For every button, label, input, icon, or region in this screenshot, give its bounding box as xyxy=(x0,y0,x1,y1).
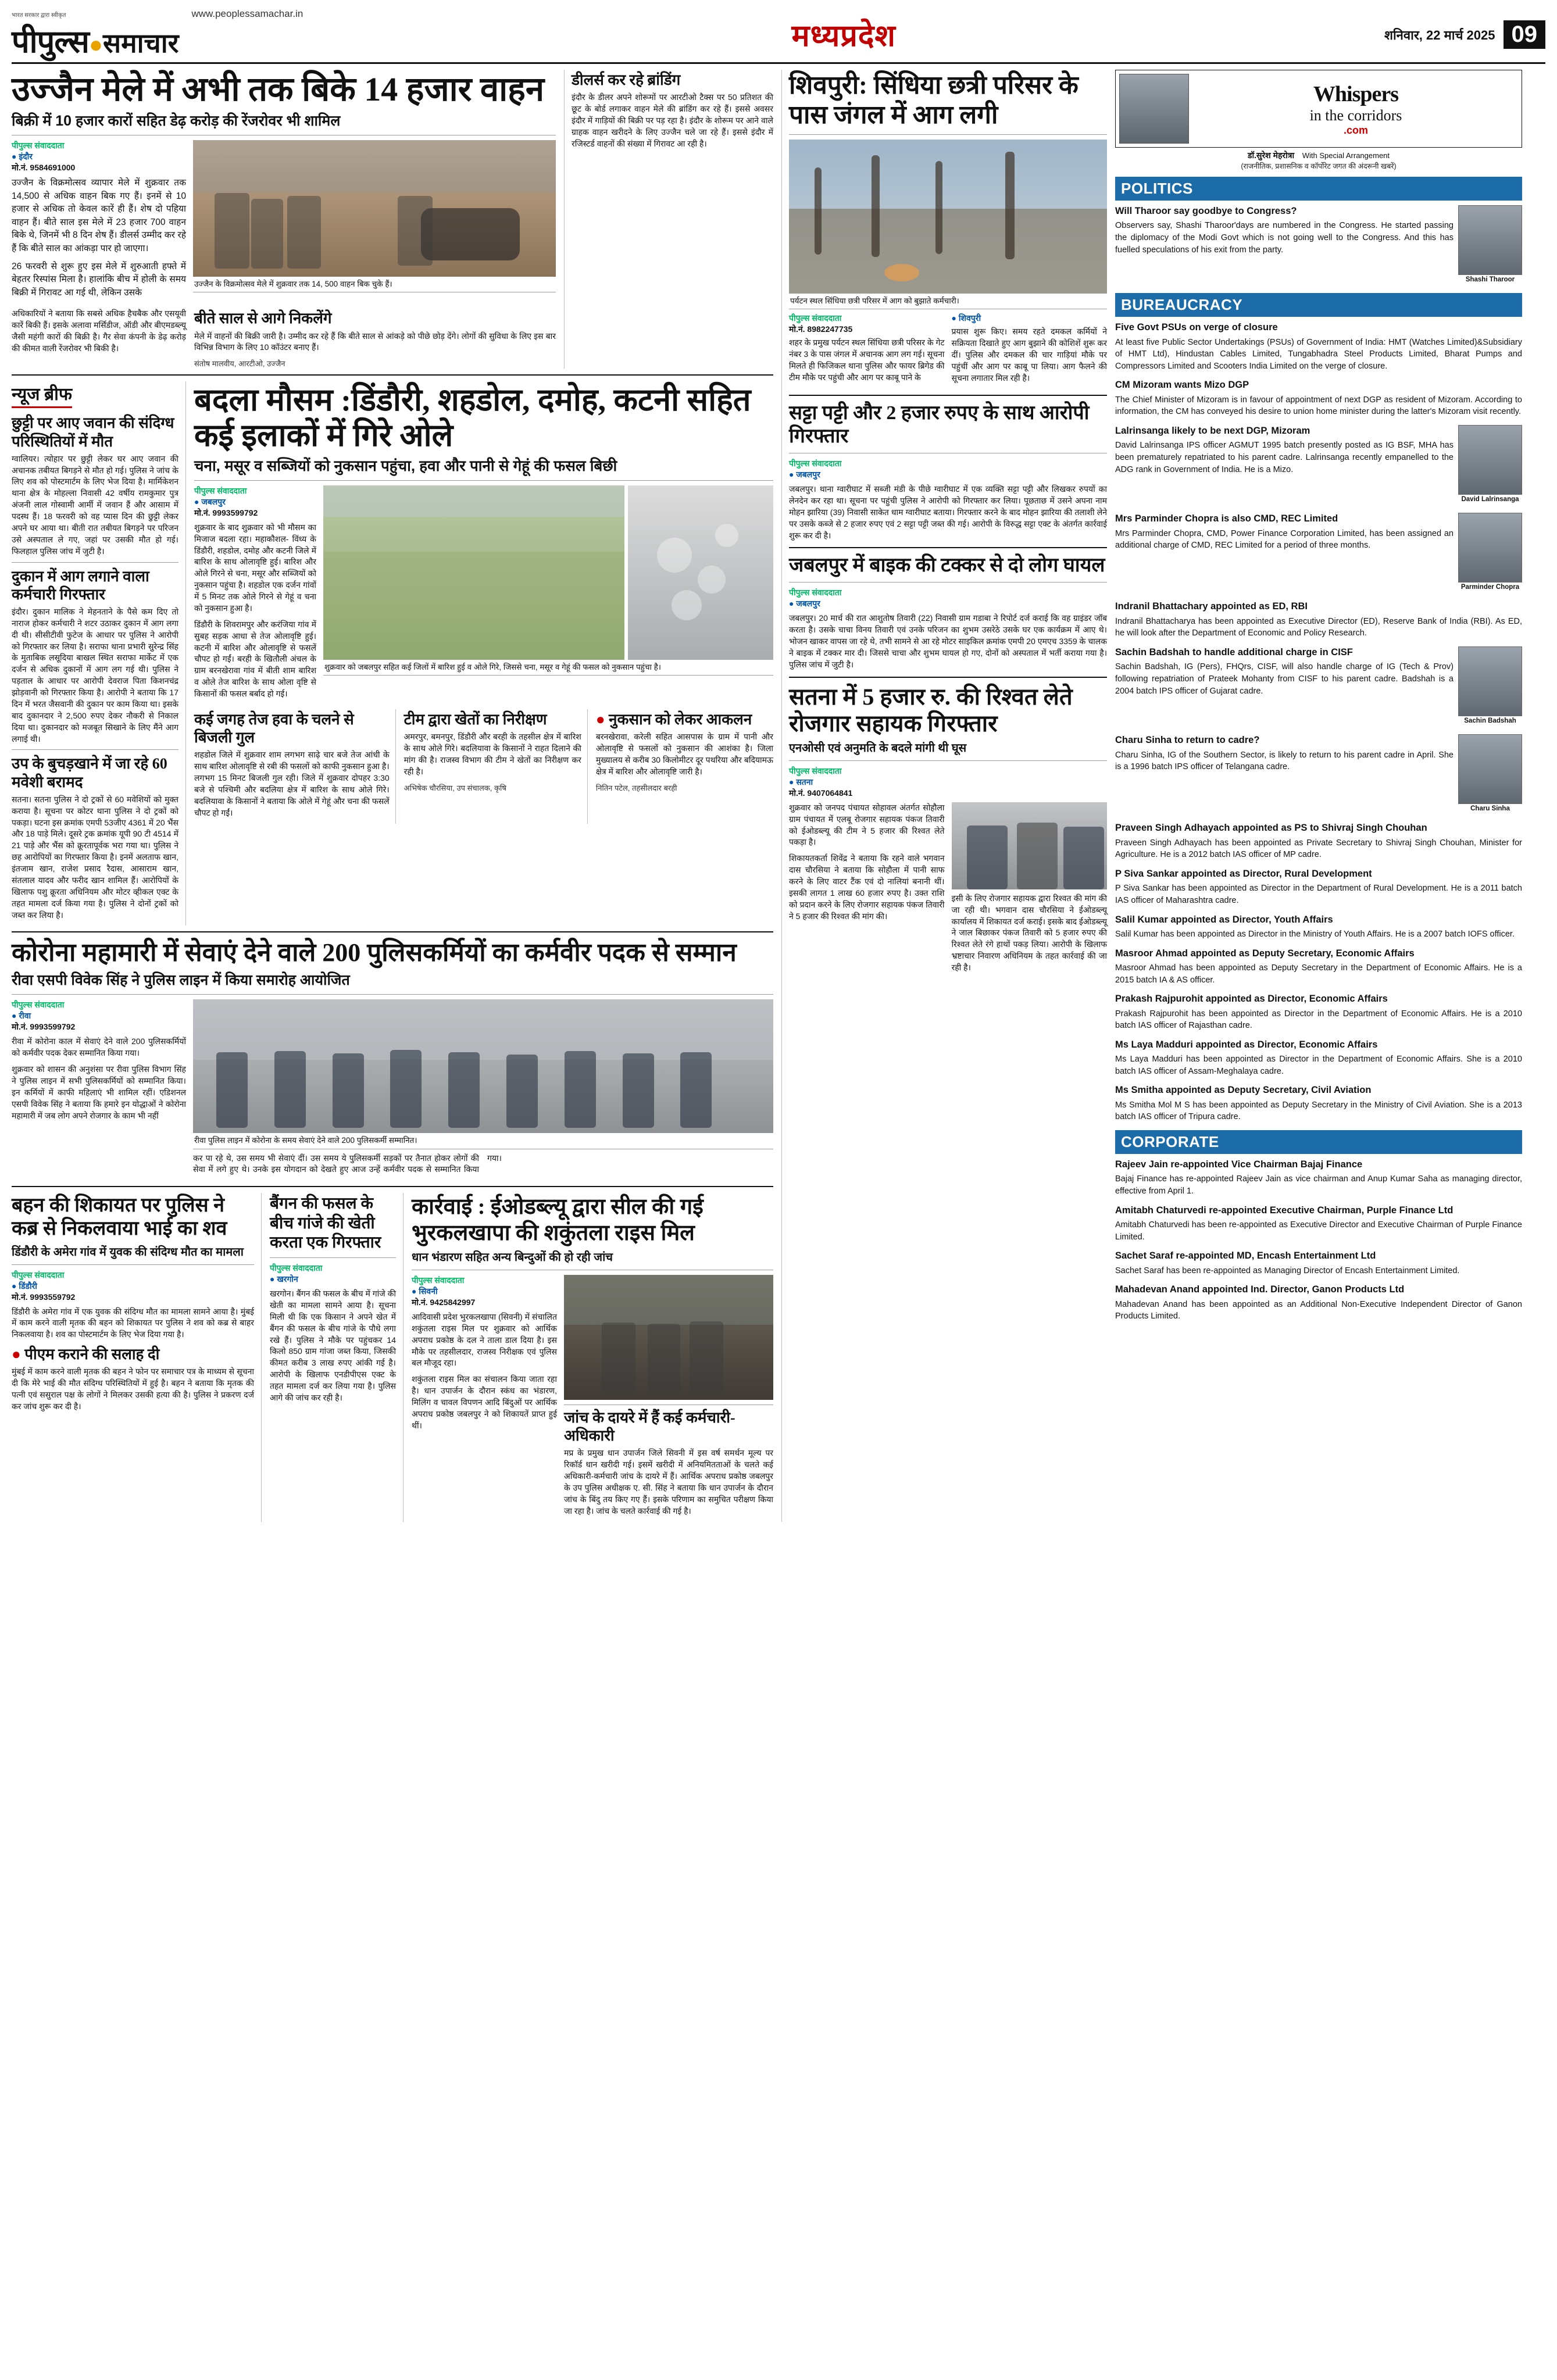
publication-date: शनिवार, 22 मार्च 2025 xyxy=(1384,27,1495,42)
weather-photo-hail xyxy=(628,485,773,660)
rail-item xyxy=(1115,1250,1522,1277)
whispers-note: (राजनीतिक, प्रशासनिक व कॉर्पोरेट जगत की अंदरूनी खबरें) xyxy=(1241,162,1397,170)
brief-1-body: ग्वालियर। त्योहार पर छुट्टी लेकर घर आए जवान की अचानक तबीयत बिगड़ने से मौत हो गई। पुलिस ने जांच के लिए शव को पोस्टमार्टम के लिए भेज दिया है। मार्मिकेशन थाना क्षेत्र के मोहल्ला निवासी 42 वर्षीय रामकुमार पुत्र अंजनी लाल गोस्वामी आर्मी में जवान हैं और आसाम में पदस्थ हैं। 18 फरवरी को वह प्यास दिन की छुट्टी लेकर अपने घर आया था। बीती रात तबीयत बिगड़ने पर परिजन उसे अस्पताल ले गए, जहां पर उसकी मौत हो गई। फिलहाल पुलिस जांच में जुटी है। xyxy=(12,453,178,556)
column-middle xyxy=(781,70,1107,1522)
shivpuri-byline: पीपुल्स संवाददाता xyxy=(789,313,842,323)
satta-headline: सट्टा पट्टी और 2 हजार रुपए के साथ आरोपी गिरफ्तार xyxy=(789,402,1090,447)
logo-dot-icon: ● xyxy=(88,31,103,58)
mug-shot xyxy=(1458,646,1522,725)
police-dateline: ● रीवा xyxy=(12,1011,31,1021)
bottom1-sub-body: मुंबई में काम करने वाली मृतक की बहन ने फोन पर समाचार पत्र के माध्यम से सूचना दी कि मेरे भाई की मौत संदिग्ध परिस्थितियों में हुई है। बहन ने बताया कि मृतक की पत्नी एवं ससुराल पक्ष के लोगों ने मिलकर उसकी हत्या की है। पुलिस ने प्रकरण दर्ज कर जांच शुरू कर दी है। xyxy=(12,1367,254,1411)
bottom-story-2 xyxy=(270,1193,403,1521)
bottom1-sub-title: ● पीएम कराने की सलाह दी xyxy=(12,1345,254,1363)
section-politics-header: POLITICS xyxy=(1115,177,1522,201)
bottom1-contact: मो.नं. 9993559792 xyxy=(12,1292,76,1302)
weather-sub3-credit: नितिन पटेल, तहसीलदार बरही xyxy=(595,783,677,792)
rail-heading: Salil Kumar appointed as Director, Youth Affairs xyxy=(1115,914,1333,925)
eow-contact: मो.नं. 9425842997 xyxy=(412,1297,476,1307)
satna-photo xyxy=(952,802,1108,889)
rail-heading: Amitabh Chaturvedi re-appointed Executive Chairman, Purple Finance Ltd xyxy=(1115,1205,1454,1216)
rail-body: Salil Kumar has been appointed as Director in the Ministry of Youth Affairs. He is a 2007 batch IOFS officer. xyxy=(1115,930,1515,939)
masthead-right xyxy=(1384,20,1545,49)
edition-name: मध्यप्रदेश xyxy=(791,20,896,53)
bottom2-headline: बैंगन की फसल के बीच गांजे की खेती करता एक गिरफ्तार xyxy=(270,1195,381,1252)
weather-dateline: ● जबलपुर xyxy=(194,496,226,506)
mug-shot xyxy=(1458,734,1522,813)
logo-top-line: भारत सरकार द्वारा स्वीकृत xyxy=(12,12,66,19)
weather-sub3-body: बरनखेरावा, करेली सहित आसपास के ग्राम में पानी और ओलावृष्टि से फसलों को नुकसान की आशंका है। जिला मुख्यालय से करीब 30 किलोमीटर दूर पथरिया और बदियामऊ क्षेत्र में बारिश और ओलावृष्टि जारी है। xyxy=(595,732,773,776)
rail-body: Praveen Singh Adhayach has been appointed as Private Secretary to Shivraj Singh Chouhan, Minister for Agriculture. He is a 2012 batch IAS officer of MP cadre. xyxy=(1115,838,1522,860)
weather-contact: मो.नं. 9993599792 xyxy=(194,508,258,517)
rail-item xyxy=(1115,734,1522,815)
rail-body: Amitabh Chaturvedi has been re-appointed as Executive Director and Executive Chairman of Purple Finance Limited. xyxy=(1115,1220,1522,1242)
eow-photo-caption xyxy=(564,1400,773,1405)
rail-heading: Mrs Parminder Chopra is also CMD, REC Limited xyxy=(1115,513,1338,524)
shivpuri-body-1: शहर के प्रमुख पर्यटन स्थल सिंधिया छत्री परिसर के गेट नंबर 3 के पास जंगल में अचानक आग लग गई। सूचना मिलते ही फिजिकल थाना पुलिस और फायर ब्रिगेड की टीम मौके पर पहुंची और आग पर काबू पाने के xyxy=(789,338,945,383)
rail-body: Ms Laya Madduri has been appointed as Director in the Department of Economic Affairs. She is a 2010 batch IAS officer of Assam-Meghalaya cadre. xyxy=(1115,1055,1522,1076)
mug-name: Charu Sinha xyxy=(1470,805,1510,813)
lead-sub2-credit: संतोष मालवीय, आरटीओ, उज्जैन xyxy=(194,359,285,369)
logo-main-text: पीपुल्स xyxy=(12,24,89,59)
shivpuri-dateline: ● शिवपुरी xyxy=(951,313,981,323)
brief-3-body: सतना। सतना पुलिस ने दो ट्रकों से 60 मवेशियों को मुक्त कराया है। सूचना पर कोटर थाना पुलिस ने दो ट्रकों को पकड़ा। घटना इस क्रमांक एमपी 53जीए 4361 में 20 भैंस और 18 पाड़े मिले। दूसरे ट्रक क्रमांक यूपी 90 टी 4514 में 21 पाड़े और भैंस को क्रूरतापूर्वक भरा गया था। पुलिस ने छह आरोपियों का गिरफ्तार किया है। इनमें अलताफ खान, इंतजाम खान, राजेश प्रसाद रैदास, आसाराम खान, संतलाल यादव और फरीद खान शामिल हैं। आरोपियों के खिलाफ पशु क्रूरता अधिनियम और मोटर व्हीकल एक्ट के तहत मामला दर्ज किया गया है। पुलिस ने दोनों ट्रकों को जब्त कर लिया है। xyxy=(12,794,178,920)
weather-sub1-title: कई जगह तेज हवा के चलने से बिजली गुल xyxy=(194,710,354,746)
shivpuri-photo-caption: पर्यटन स्थल सिंधिया छत्री परिसर में आग को बुझाते कर्मचारी। xyxy=(789,294,1107,309)
news-brief-tag: न्यूज ब्रीफ xyxy=(12,381,72,408)
website-url[interactable]: www.peoplessamachar.in xyxy=(191,8,303,19)
bottom1-headline: बहन की शिकायत पर पुलिस ने कब्र से निकलवाया भाई का शव xyxy=(12,1195,227,1240)
rail-body: Ms Smitha Mol M S has been appointed as Deputy Secretary in the Ministry of Civil Aviation. She is a 2013 batch IAS officer of Tripura cadre. xyxy=(1115,1100,1522,1122)
police-contact: मो.नं. 9993599792 xyxy=(12,1022,76,1032)
satna-byline: पीपुल्स संवाददाता xyxy=(789,766,842,776)
rail-body: David Lalrinsanga IPS officer AGMUT 1995 batch presently posted as IG BSF, MHA has been prematurely repatriated to his parent cadre. Lalrinsanga recently empanelled to the ADG rank in Government of India. He is a Mizo. xyxy=(1115,441,1454,474)
lead-sub2-body: मेले में वाहनों की बिक्री जारी है। उम्मीद कर रहे हैं कि बीते साल से आंकड़े को पीछे छोड़ देंगे। लोगों की सुविधा के लिए इस बार विभिन्न विभाग के लिए 10 कॉउंटर बनाए हैं। xyxy=(194,331,556,352)
bottom1-byline: पीपुल्स संवाददाता xyxy=(12,1270,65,1280)
weather-sub-3 xyxy=(596,709,773,824)
weather-sub2-credit: अभिषेक चौरसिया, उप संचालक, कृषि xyxy=(403,783,506,792)
weather-sub2-title: टीम द्वारा खेतों का निरीक्षण xyxy=(403,710,547,728)
lead-body-1: उज्जैन के विक्रमोत्सव व्यापार मेले में शुक्रवार तक 14,500 से अधिक वाहन बिक गए हैं। इनमें से 10 हजार से अधिक तो केवल कारें ही हैं। शेष दो पहिया वाहन हैं। बीते साल इस मेले में 23 हजार 700 वाहन बिके थे, जिनमें भी 8 दिन शेष हैं। डीलर्स उम्मीद कर रहे हैं कि बीते साल का आंकड़ा पार हो जाएगा। xyxy=(12,178,186,253)
rail-body: Bajaj Finance has re-appointed Rajeev Jain as vice chairman and Anup Kumar Saha as managing director, effective from April 1. xyxy=(1115,1174,1522,1196)
rail-item xyxy=(1115,1084,1522,1123)
rail-item xyxy=(1115,205,1522,286)
rail-item xyxy=(1115,948,1522,987)
rail-body: Masroor Ahmad has been appointed as Deputy Secretary in the Department of Economic Affairs. He is a 2015 batch IA & AS officer. xyxy=(1115,963,1522,985)
brief-2-body: इंदौर। दुकान मालिक ने मेहनताने के पैसे कम दिए तो नाराज होकर कर्मचारी ने शटर उठाकर दुकान में आग लगा दी थी। सीसीटीवी फुटेज के आधार पर पुलिस ने आरोपी को गिरफ्तार कर लिया है। सराफा थाना प्रभारी सुरेन्द्र सिंह के मुताबिक लसूदिया बाखल स्थित सराफा मार्केट में एक दर्जन से अधिक दुकानों में आग लग गई थी। पुलिस ने पड़ताल के आधार पर आरोपी देवराज पिता किशनचंद्र झोड़वानी को गिरफ्तार किया है। आरोपी ने बताया कि 17 दिन में भरत जैसवानी की दुकान पर काम किया था। इसके बाद दुकानदार ने 2,500 रुपए देकर नौकरी से निकाल दिया था। दुकानदार को मजबूत सिखाने के लिए मैंने आग लगाई थी। xyxy=(12,606,178,744)
rail-body: At least five Public Sector Undertakings (PSUs) of Government of India: HMT (Watches Limited)&Subsidiary of HMT Ltd), Hindustan Cables Limited, Tungabhadra Steel Products Limited, Bharat Pumps and Compressors Limited and Scooters India Limited on the verge of closure. xyxy=(1115,337,1522,371)
rail-item xyxy=(1115,868,1522,907)
satta-dateline: ● जबलपुर xyxy=(789,470,820,479)
newspaper-logo xyxy=(12,8,303,62)
rail-body: Sachet Saraf has been re-appointed as Managing Director of Encash Entertainment Limited. xyxy=(1115,1266,1460,1275)
brief-1-title: छुट्टी पर आए जवान की संदिग्ध परिस्थितियों में मौत xyxy=(12,414,174,450)
lead-body-2: 26 फरवरी से शुरू हुए इस मेले में शुरुआती हफ्ते में बेहतर रिस्पांस मिला है। हालांकि बीच में होली के समय बिक्री में गिरावट आ गई थी, लेकिन उसके xyxy=(12,262,186,298)
shivpuri-body-2: प्रयास शुरू किए। समय रहते दमकल कर्मियों ने सक्रियता दिखाते हुए आग बुझाने की कोशिशें शुरू कर दीं। पुलिस और दमकल की चार गाड़ियां मौके पर पहुंचीं और आग पर काबू पा लिया। आग फैलने की सूचना लगातार मिल रही है। xyxy=(951,327,1107,383)
lead-sub1-body2: अधिकारियों ने बताया कि सबसे अधिक हैचबैक और एसयूवी कारें बिकी हैं। इसके अलावा मर्सिडीज, ऑडी और बीएमडब्ल्यू जैसी महंगी कारों की बिक्री है। गैर सेवा कंपनी के डेढ़ करोड़ की कीमत वाली रेंजरोवर भी बिकी है। xyxy=(12,309,186,353)
rail-heading: Ms Laya Madduri appointed as Director, Economic Affairs xyxy=(1115,1039,1378,1050)
whispers-logo xyxy=(1194,81,1518,137)
rail-heading: Masroor Ahmad appointed as Deputy Secretary, Economic Affairs xyxy=(1115,948,1415,959)
satta-byline: पीपुल्स संवाददाता xyxy=(789,459,842,468)
weather-sub-2 xyxy=(404,709,588,824)
whispers-title-line2: in the corridors xyxy=(1309,106,1402,124)
rail-heading: Five Govt PSUs on verge of closure xyxy=(1115,322,1278,333)
bottom1-body: डिंडौरी के अमेरा गांव में एक युवक की संदिग्ध मौत का मामला सामने आया है। मुंबई में काम करने वाली मृतक की बहन को शिकायत पर पुलिस ने शव को कब्र से बाहर निकलवाया है। शव का पोस्टमार्टम के लिए भेज दिया गया है। xyxy=(12,1306,254,1339)
whispers-rail xyxy=(1115,70,1522,1522)
bike-headline: जबलपुर में बाइक की टक्कर से दो लोग घायल xyxy=(789,555,1105,577)
whispers-header xyxy=(1115,70,1522,148)
satna-contact: मो.नं. 9407064841 xyxy=(789,788,853,798)
rail-heading: CM Mizoram wants Mizo DGP xyxy=(1115,380,1249,391)
satna-body-1: शुक्रवार को जनपद पंचायत सोहावल अंतर्गत सोहौला ग्राम पंचायत में एलबू रोजगार सहायक पंकज तिवारी को ईओडब्ल्यू की टीम ने 5 हजार की रिश्वत लेते पकड़ा है। xyxy=(789,802,945,847)
lead-photo-caption: उज्जैन के विक्रमोत्सव मेले में शुक्रवार तक 14, 500 वाहन बिक चुके हैं। xyxy=(193,277,556,292)
shivpuri-headline: शिवपुरी: सिंधिया छत्री परिसर के पास जंगल में आग लगी xyxy=(789,71,1079,129)
eow-body-1: आदिवासी प्रदेश भुरकलखापा (सिवनी) में संचालित शकुंतला राइस मिल पर शुक्रवार को आर्थिक अपराध प्रकोष्ठ के दल ने ताला डाल दिया है। इस मौके पर तहसीलदार, राजस्व निरीक्षक एवं पुलिस बल मौजूद रहा। xyxy=(412,1311,557,1368)
lead-story xyxy=(12,70,773,369)
police-body-3: कर पा रहे थे, उस समय भी सेवाएं दीं। उस समय ये पुलिसकर्मी सड़कों पर तैनात होकर लोगों की सेवा में लगे हुए थे। उनके इस योगदान को देखते हुए आज उन्हें कर्मवीर पदक से सम्मानित किया गया। xyxy=(193,1153,502,1174)
brief-2-title: दुकान में आग लगाने वाला कर्मचारी गिरफ्तार xyxy=(12,567,149,603)
rail-body: Observers say, Shashi Tharoor'days are numbered in the Congress. He started passing the diplomacy of the Modi Govt which is not going well to the Congress. And this has fuelled speculations of his exit from the party. xyxy=(1115,221,1454,255)
lead-sub1-title: डीलर्स कर रहे ब्रांडिंग xyxy=(572,72,681,88)
rail-heading: Prakash Rajpurohit appointed as Director, Economic Affairs xyxy=(1115,994,1388,1005)
police-photo-caption: रीवा पुलिस लाइन में कोरोना के समय सेवाएं देने वाले 200 पुलिसकर्मी सम्मानित। xyxy=(193,1133,773,1149)
police-award-story xyxy=(12,938,773,1180)
whispers-arrangement: With Special Arrangement xyxy=(1302,151,1390,160)
mug-shot xyxy=(1458,425,1522,503)
police-body-1: रीवा में कोरोना काल में सेवाएं देने वाले 200 पुलिसकर्मियों को कर्मवीर पदक देकर सम्मानित किया गया। xyxy=(12,1037,186,1058)
rail-item xyxy=(1115,993,1522,1032)
satna-bribe-story xyxy=(789,684,1107,978)
rail-body: Mahadevan Anand has been appointed as an Additional Non-Executive Independent Director of Ganon Products Limited. xyxy=(1115,1299,1522,1321)
bottom1-dateline: ● डिंडौरी xyxy=(12,1281,37,1291)
bottom-story-1 xyxy=(12,1193,262,1521)
news-brief-column xyxy=(12,381,186,925)
rail-heading: Charu Sinha to return to cadre? xyxy=(1115,735,1260,746)
page-content xyxy=(12,70,1545,1522)
weather-photo-field xyxy=(323,485,624,660)
column-left xyxy=(12,70,773,1522)
logo-sub-text: समाचार xyxy=(103,28,179,58)
police-headline: कोरोना महामारी में सेवाएं देने वाले 200 पुलिसकर्मियों का कर्मवीर पदक से सम्मान xyxy=(12,938,737,967)
rail-item xyxy=(1115,321,1522,372)
bike-dateline: ● जबलपुर xyxy=(789,599,820,609)
eow-body-2: शकुंतला राइस मिल का संचालन किया जाता रहा है। धान उपार्जन के दौरान स्कंध का भंडारण, मिलिंग व चावल विपणन आदि बिंदुओं पर आर्थिक अपराध प्रकोष्ठ जबलपुर ने को शिकायतें प्राप्त हुई थीं। xyxy=(412,1374,557,1430)
rail-body: Mrs Parminder Chopra, CMD, Power Finance Corporation Limited, has been assigned an additional charge of CMD, REC Limited for a period of three months. xyxy=(1115,528,1454,551)
lead-subhead: बिक्री में 10 हजार कारों सहित डेढ़ करोड़ की रेंजरोवर भी शामिल xyxy=(12,112,341,129)
bottom2-body: खरगोन। बैंगन की फसल के बीच में गांजे की खेती का मामला सामने आया है। सूचना मिली थी कि एक किसान ने अपने खेत में बैंगन की फसल के बीच गांजे के पौधे लगा रखे हैं। पुलिस ने मौके पर पहुंचकर 14 किलो 850 ग्राम गांजा जब्त किया, जिसकी कीमत करीब 3 लाख रुपए आंकी गई है। आरोपी के खिलाफ एनडीपीएस एक्ट के तहत मामला दर्ज कर लिया गया है। पुलिस आगे की जांच कर रही है। xyxy=(270,1289,396,1402)
eow-subhead: धान भंडारण सहित अन्य बिन्दुओं की हो रही जांच xyxy=(412,1250,613,1264)
bottom1-subhead: डिंडौरी के अमेरा गांव में युवक की संदिग्ध मौत का मामला xyxy=(12,1245,244,1259)
rail-body: The Chief Minister of Mizoram is in favour of appointment of next DGP as resident of Mizoram. According to information, the CM has conveyed his desire to union home minister during the latter's Mizoram visit recently. xyxy=(1115,395,1522,417)
page-number: 09 xyxy=(1504,20,1546,49)
lead-photo xyxy=(193,140,556,277)
rail-heading: Will Tharoor say goodbye to Congress? xyxy=(1115,206,1297,216)
bottom2-dateline: ● खरगोन xyxy=(270,1274,298,1284)
eow-headline: कार्रवाई : ईओडब्ल्यू द्वारा सील की गई भुरकलखापा की शकुंतला राइस मिल xyxy=(412,1195,703,1246)
rail-heading: Praveen Singh Adhayach appointed as PS to Shivraj Singh Chouhan xyxy=(1115,823,1427,834)
police-subhead: रीवा एसपी विवेक सिंह ने पुलिस लाइन में किया समारोह आयोजित xyxy=(12,972,350,989)
eow-sub-body: मप्र के प्रमुख धान उपार्जन जिले सिवनी में इस वर्ष समर्थन मूल्य पर रिकॉर्ड धान खरीदी गई। इसमें खरीदी में अनियमितताओं के चलते कई अधिकारी-कर्मचारी जांच के दायरे में हैं। आर्थिक अपराध प्रकोष्ठ जबलपुर के उप पुलिस अधीक्षक ए. सी. सिंह ने बताया कि धान उपार्जन के दौरान जांच के बिंदु तय किए गए हैं। इसके परिणाम का समुचित परीक्षण किया जा रहा है। जांच के चलते कार्रवाई की गई है। xyxy=(564,1448,773,1516)
satna-subhead: एनओसी एवं अनुमति के बदले मांगी थी घूस xyxy=(789,741,967,755)
mug-shot xyxy=(1458,513,1522,591)
mug-name: Parminder Chopra xyxy=(1460,584,1520,591)
rail-heading: Sachet Saraf re-appointed MD, Encash Entertainment Ltd xyxy=(1115,1250,1376,1262)
weather-body-2: डिंडौरी के शिवरामपुर और करंजिया गांव में सुबह सड़क आधा से तेज ओलावृष्टि हुई। कटनी में बारिश और ओलावृष्टि से फसलें चौपट हो गईं। बरही के खितौली अंचल के ग्राम बरनखेरावा गांव में बीती शाम बारिश व ओले तेज बारिश के साथ ओला वृष्टि से किसानों की फसल बर्बाद हो गई। xyxy=(194,619,316,699)
mug-shot xyxy=(1458,205,1522,284)
shivpuri-photo xyxy=(789,140,1107,294)
columnist-photo xyxy=(1119,74,1189,144)
brief-item xyxy=(12,414,178,557)
lead-byline: पीपुल्स संवाददाता xyxy=(12,141,65,151)
rail-heading: P Siva Sankar appointed as Director, Rural Development xyxy=(1115,869,1372,880)
lead-sub1-body: इंदौर के डीलर अपने शोरूमों पर आरटीओ टैक्स पर 50 प्रतिशत की छूट के बोर्ड लगाकर वाहन मेले की ब्रांडिंग कर रहे हैं। इससे अवसर इंदौर में गाड़ियों की बिक्री पर पड़ रहा है। इंदौर के शोरूम पर आने वाले ग्राहक वाहन खरीदने के लिए उज्जैन चले जा रहे हैं। इससे इंदौर में रजिस्टर्ड वाहनों की संख्या में गिरावट आ रही है। xyxy=(572,92,773,148)
lead-headline: उज्जैन मेले में अभी तक बिके 14 हजार वाहन xyxy=(12,70,545,108)
weather-headline: बदला मौसम :डिंडौरी, शहडोल, दमोह, कटनी सहित कई इलाकों में गिरे ओले xyxy=(194,383,751,453)
mug-name: Shashi Tharoor xyxy=(1465,276,1515,283)
lead-sub2-title: बीते साल से आगे निकलेंगे xyxy=(194,310,332,327)
satta-story xyxy=(789,402,1107,542)
rail-body: Prakash Rajpurohit has been appointed as Director in the Department of Economic Affairs. He is a 2010 batch IAS officer of Rajasthan cadre. xyxy=(1115,1009,1522,1031)
section-corporate-header: CORPORATE xyxy=(1115,1130,1522,1154)
rail-body: P Siva Sankar has been appointed as Director in the Department of Rural Development. He is a 2011 batch IAS officer of Maharashtra cadre. xyxy=(1115,884,1522,906)
weather-subhead: चना, मसूर व सब्जियों को नुकसान पहुंचा, हवा और पानी से गेहूं की फसल बिछी xyxy=(194,457,617,475)
lead-sidebar xyxy=(564,70,773,369)
masthead xyxy=(12,10,1545,64)
rail-heading: Sachin Badshah to handle additional charge in CISF xyxy=(1115,647,1353,658)
eow-photo xyxy=(564,1275,773,1400)
rail-body: Sachin Badshah, IG (Pers), FHQrs, CISF, will also handle charge of IG (Tech & Prov) following repatriation of Prateek Mohanty from CISF to his parent cadre. Badshah is a 2004 batch IPS officer of Gujarat cadre. xyxy=(1115,662,1454,696)
bike-accident-story xyxy=(789,554,1107,670)
rail-item xyxy=(1115,1205,1522,1243)
satna-body-2: शिकायतकर्ता शिवेंद्र ने बताया कि रहने वाले भगवान दास चौरसिया ने बताया कि सोहौला में पानी साफ करने के लिए वाटर टैंक एवं दो नालियां बनानी थीं। इसकी लागत 1 लाख 60 हजार रुपए है। उक्त राशि को प्रदान करने के लिए रोजगार सहायक पंकज तिवारी ने 5 हजार की रिश्वत की मांग की। xyxy=(789,853,945,921)
rail-item xyxy=(1115,425,1522,506)
weather-photo-caption: शुक्रवार को जबलपुर सहित कई जिलों में बारिश हुई व ओले गिरे, जिससे चना, मसूर व गेहूं की फसल को नुकसान पहुंचा है। xyxy=(323,660,773,676)
rail-heading: Rajeev Jain re-appointed Vice Chairman Bajaj Finance xyxy=(1115,1159,1363,1170)
rail-item xyxy=(1115,601,1522,639)
eow-byline: पीपुल्स संवाददाता xyxy=(412,1275,465,1285)
whispers-title-line1: Whispers xyxy=(1313,81,1399,106)
police-byline: पीपुल्स संवाददाता xyxy=(12,1000,65,1010)
brief-item xyxy=(12,755,178,921)
weather-story xyxy=(12,381,773,925)
rail-item xyxy=(1115,646,1522,727)
rail-item xyxy=(1115,379,1522,418)
section-bureaucracy-header: BUREAUCRACY xyxy=(1115,293,1522,317)
shivpuri-story xyxy=(789,71,1107,389)
brief-3-title: उप के बुचड़खाने में जा रहे 60 मवेशी बरामद xyxy=(12,755,167,791)
lead-contact: मो.नं. 9584691000 xyxy=(12,163,76,173)
eow-sub-title: जांच के दायरे में हैं कई कर्मचारी-अधिकारी xyxy=(564,1409,735,1445)
rail-item xyxy=(1115,1284,1522,1323)
rail-item xyxy=(1115,914,1522,941)
satna-headline: सतना में 5 हजार रु. की रिश्वत लेते रोजगार सहायक गिरफ्तार xyxy=(789,683,1073,737)
columnist-name: डॉ.सुरेश मेहरोत्रा xyxy=(1247,151,1295,160)
brief-item xyxy=(12,567,178,745)
rail-item xyxy=(1115,513,1522,594)
satna-dateline: ● सतना xyxy=(789,777,813,787)
bottom-row xyxy=(12,1193,773,1521)
mug-name: David Lalrinsanga xyxy=(1461,495,1519,503)
edition-name-container xyxy=(303,14,1384,55)
weather-sub3-title: ● नुकसान को लेकर आकलन xyxy=(596,710,773,728)
rail-body: Charu Sinha, IG of the Southern Sector, is likely to return to his parent cadre in April. She is a 1996 batch IPS officer of Telangana cadre. xyxy=(1115,750,1454,772)
bike-body: जबलपुर। 20 मार्च की रात आशुतोष तिवारी (22) निवासी ग्राम गडाबा ने रिपोर्ट दर्ज कराई कि वह ग्राइंडर जॉब करता है। उसके चाचा विनय तिवारी एवं उनके परिजन का शुभम उसरेठे उसके घर एक कार्यक्रम में आए थे। भोजन खाकर वापस जा रहे थे, तभी सामने से आ रहे मोटर साइकिल क्रमांक एमपी 20 एमएच 3359 के चालक ने बाइक में टक्कर मार दी। जिससे चाचा और शुभम घायल हो गए, दोनों को अस्पताल में भर्ती कराया गया है। पुलिस जांच में जुटी है। xyxy=(789,613,1107,669)
rail-heading: Mahadevan Anand appointed Ind. Director, Ganon Products Ltd xyxy=(1115,1284,1405,1295)
weather-sub1-body: शहडोल जिले में शुक्रवार शाम लगभग साढ़े चार बजे तेज आंधी के साथ बारिश ओलावृष्टि से रबी की फसलों को काफी नुकसान हुआ है। लगभग 15 मिनट बिजली गुल रही। जिले में शुक्रवार दोपहर 3:30 बजे से पश्चिमी और बदलिया क्षेत्र में बारिश के साथ ओले गिरे। बदलियावा के किसानों ने बताया कि ओले में गेहूं और चना की फसलें चौपट हो गईं। xyxy=(194,750,390,817)
rail-body: Indranil Bhattacharya has been appointed as Executive Director (ED), Reserve Bank of India (RBI). As ED, he will look after the Department of Economic and Policy Research. xyxy=(1115,616,1522,638)
rail-item xyxy=(1115,1159,1522,1198)
shivpuri-contact: मो.नं. 8982247735 xyxy=(789,324,853,334)
rail-heading: Ms Smitha appointed as Deputy Secretary, Civil Aviation xyxy=(1115,1085,1372,1096)
weather-body-1: शुक्रवार के बाद शुक्रवार को भी मौसम का मिजाज बदला रहा। महाकौशल- विंध्य के डिंडौरी, शहडोल, दमोह और कटनी जिले में बारिश के साथ ओलावृष्टि हुई। बारिश और ओले गिरने से चना, मसूर और सब्जियों को नुकसान पहुंचा है। शहडोल एक दर्जन गांवों में 5 मिनट तक ओले गिरने से गेहूं व चना को नुकसान हुआ है। xyxy=(194,522,316,613)
police-photo xyxy=(193,999,773,1133)
weather-byline: पीपुल्स संवाददाता xyxy=(194,485,247,495)
lead-dateline: ● इंदौर xyxy=(12,152,33,162)
satta-body: जबलपुर। थाना ग्वारीघाट में सब्जी मंडी के पीछे ग्वारीघाट में एक व्यक्ति सट्टा पट्टी और लिखकर रुपयों का लेनदेन कर रहा था। सूचना पर पहुंची पुलिस ने आरोपी को गिरफ्तार कर लिया। पूछताछ में उसने अपना नाम मोहन झारिया (39) निवासी साकेत धाम ग्वारीघाट बताया। गिरफ्तार करने के बाद मोहन झारिया की तलाशी लेने पर उसके कब्जे से 2 हजार रुपए एवं 2 सट्टा पट्टी जब्त की गई। आरोपी के विरुद्ध सट्टा एक्ट के अंतर्गत कार्रवाई शुरू कर दी है। xyxy=(789,484,1107,540)
rail-item xyxy=(1115,822,1522,861)
bike-byline: पीपुल्स संवाददाता xyxy=(789,588,842,598)
rail-heading: Indranil Bhattachary appointed as ED, RBI xyxy=(1115,601,1308,612)
eow-story xyxy=(412,1193,773,1521)
eow-dateline: ● सिवनी xyxy=(412,1286,438,1296)
police-body-2: शुक्रवार को शासन की अनुशंसा पर रीवा पुलिस विभाग सिंह ने पुलिस लाइन में सभी पुलिसकर्मियों को सम्मानित किया। इन कर्मियों में काफी महिलाएं भी शामिल रहीं। एडिशनल एसपी विवेक सिंह ने बताया कि हमारे इन योद्धाओं ने कोरोना महामारी में जब लोग अपने रोजगार के काम भी नहीं xyxy=(12,1064,186,1120)
mug-name: Sachin Badshah xyxy=(1464,717,1516,725)
satna-body-3: इसी के लिए रोजगार सहायक द्वारा रिश्वत की मांग की जा रही थी। भगवान दास चौरसिया ने ईओडब्ल्यू कार्यालय में शिकायत दर्ज कराई। इसके बाद ईओडब्ल्यू ने जाल बिछाकर पंकज तिवारी को 5 हजार रुपए की रिश्वत लेते रंगे हाथों पकड़ लिया। आरोपी के खिलाफ भ्रष्टाचार निवारण अधिनियम के तहत कार्रवाई की जा रही है। xyxy=(951,893,1107,973)
whispers-title-line3: .com xyxy=(1343,124,1368,136)
bottom2-byline: पीपुल्स संवाददाता xyxy=(270,1263,323,1273)
whispers-byline xyxy=(1115,150,1522,161)
weather-sub-1 xyxy=(194,709,396,824)
weather-sub2-body: अमरपुर, बमनपुर, डिंडौरी और बरही के तहसील क्षेत्र में बारिश के साथ ओले गिरे। बदलियावा के किसानों ने राहत दिलाने की मांग की है। राजस्व विभाग की टीम ने खेतों का निरीक्षण कर रही है। xyxy=(403,732,581,776)
rail-item xyxy=(1115,1039,1522,1078)
rail-heading: Lalrinsanga likely to be next DGP, Mizoram xyxy=(1115,425,1310,436)
